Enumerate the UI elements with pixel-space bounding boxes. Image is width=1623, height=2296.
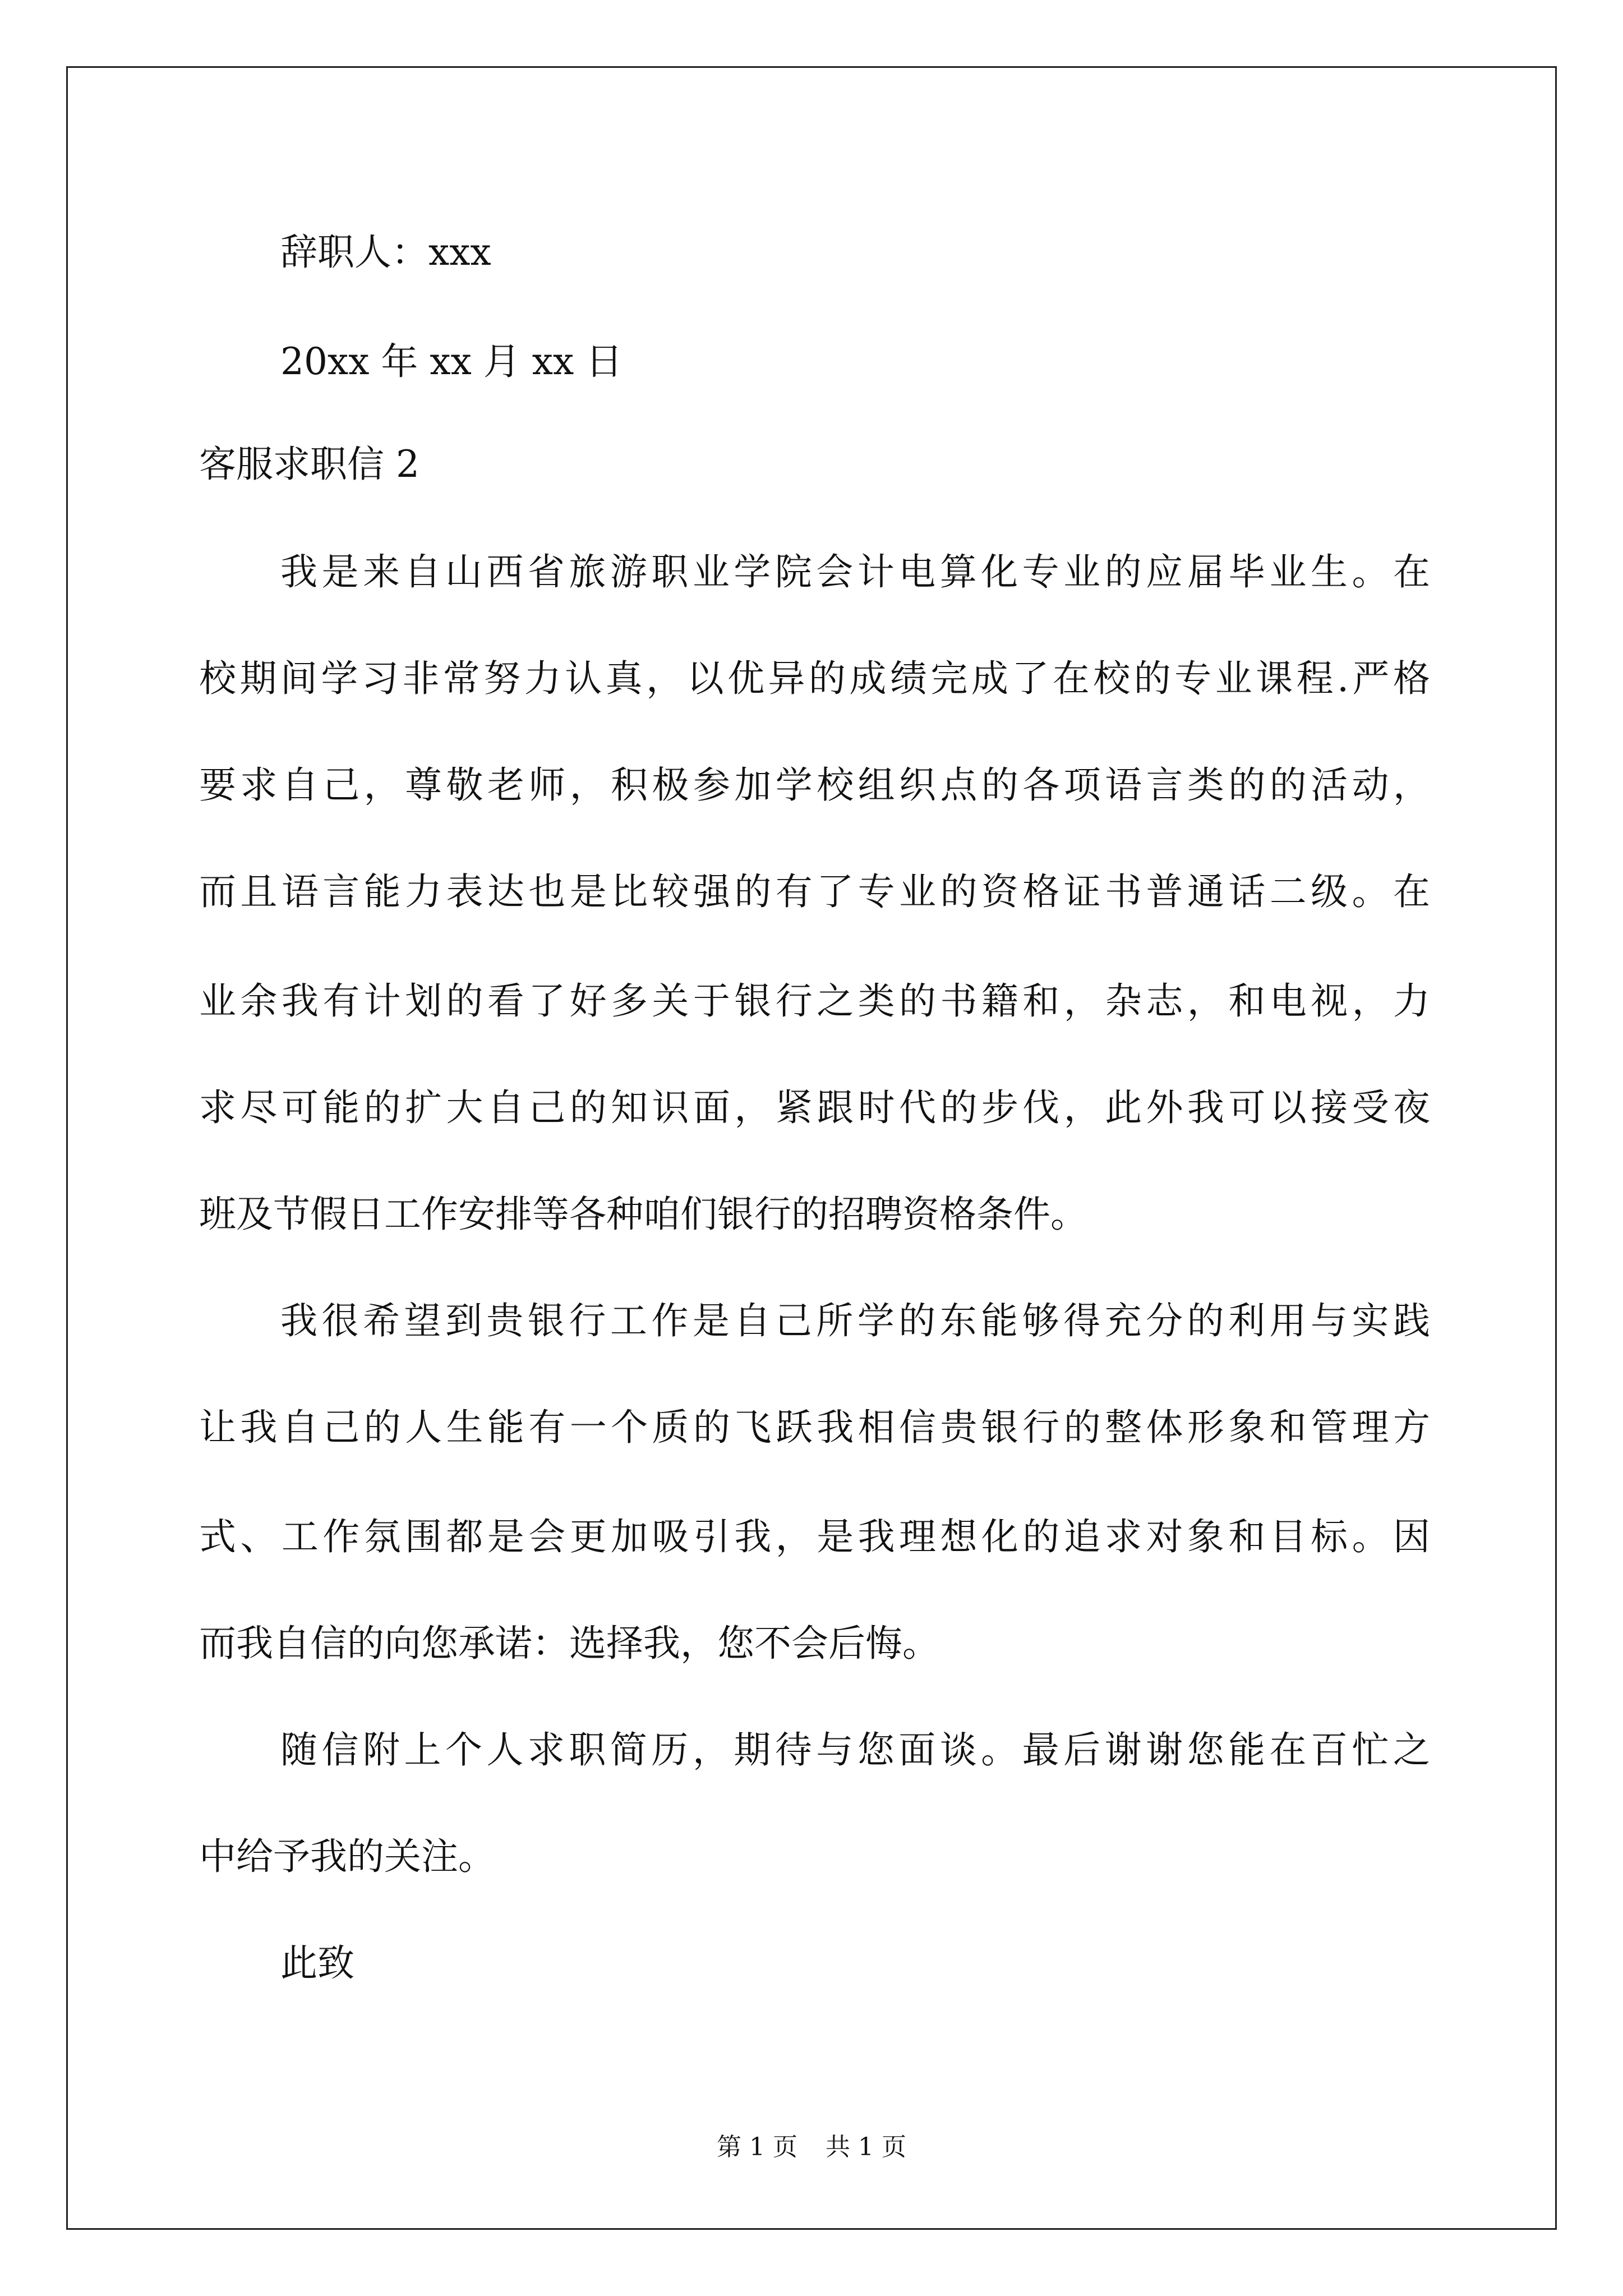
paragraph-2-line: 式、工作氛围都是会更加吸引我，是我理想化的追求对象和目标。因 <box>199 1515 1430 1558</box>
paragraph-1-line: 我是来自山西省旅游职业学院会计电算化专业的应届毕业生。在 <box>280 550 1430 593</box>
page-footer <box>0 2131 1623 2164</box>
paragraph-1-line: 求尽可能的扩大自己的知识面，紧跟时代的步伐，此外我可以接受夜 <box>199 1086 1430 1129</box>
paragraph-3-line: 随信附上个人求职简历，期待与您面谈。最后谢谢您能在百忙之 <box>280 1728 1430 1772</box>
paragraph-1-line: 班及节假日工作安排等各种咱们银行的招聘资格条件。 <box>199 1193 1087 1236</box>
paragraph-2-line: 让我自己的人生能有一个质的飞跃我相信贵银行的整体形象和管理方 <box>199 1406 1430 1449</box>
page-number: 第 1 页 <box>717 2133 797 2161</box>
page-border <box>66 66 1557 2230</box>
paragraph-1-line: 而且语言能力表达也是比较强的有了专业的资格证书普通话二级。在 <box>199 870 1430 913</box>
section-title: 客服求职信 2 <box>199 443 419 486</box>
paragraph-3-line: 中给予我的关注。 <box>199 1835 495 1878</box>
paragraph-1-line: 业余我有计划的看了好多关于银行之类的书籍和，杂志，和电视，力 <box>199 979 1430 1023</box>
date-line: 20xx 年 xx 月 xx 日 <box>280 340 623 383</box>
page-total: 共 1 页 <box>826 2133 906 2161</box>
paragraph-2-line: 我很希望到贵银行工作是自己所学的东能够得充分的利用与实践 <box>280 1299 1430 1342</box>
paragraph-1-line: 校期间学习非常努力认真，以优异的成绩完成了在校的专业课程.严格 <box>199 657 1430 700</box>
paragraph-1-line: 要求自己，尊敬老师，积极参加学校组织点的各项语言类的的活动， <box>199 763 1430 807</box>
closing-line: 此致 <box>280 1941 354 1985</box>
paragraph-2-line: 而我自信的向您承诺：选择我，您不会后悔。 <box>199 1622 939 1665</box>
resigner-line: 辞职人：xxx <box>280 231 491 274</box>
